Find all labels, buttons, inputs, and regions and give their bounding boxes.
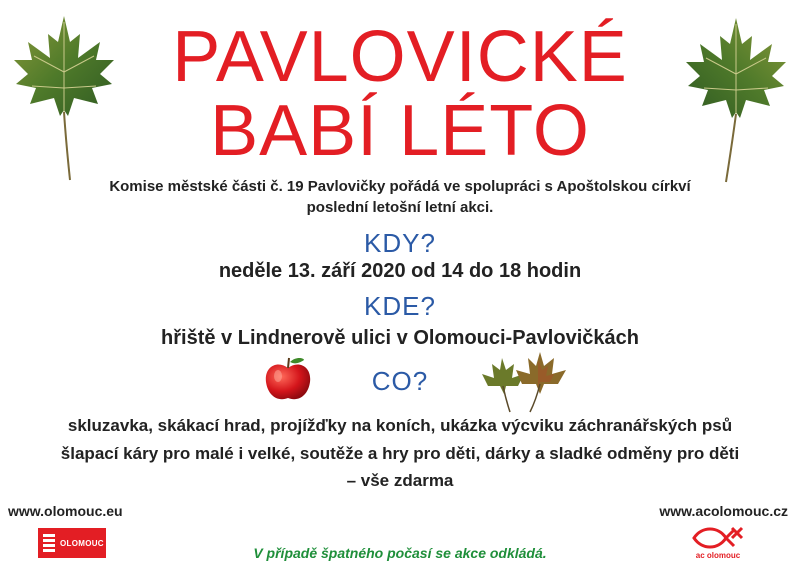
intro-line-1: Komise městské části č. 19 Pavlovičky pořádá ve spolupráci s Apoštolskou církví (109, 178, 691, 195)
title-line-2: BABÍ LÉTO (210, 91, 590, 171)
where-answer: hřiště v Lindnerově ulici v Olomouci-Pavlovičkách (161, 327, 639, 349)
olomouc-website-link[interactable]: www.olomouc.eu (8, 503, 123, 519)
fish-cross-icon (688, 524, 748, 552)
ac-olomouc-logo (688, 524, 748, 562)
weather-note: V případě špatného počasí se akce odkládá. (253, 545, 547, 561)
activities-line-1: skluzavka, skákací hrad, projížďky na koních, ukázka výcviku záchranářských psů (67, 416, 733, 435)
what-heading: CO? (371, 366, 429, 396)
when-answer: neděle 13. září 2020 od 14 do 18 hodin (218, 260, 582, 282)
intro-line-2: poslední letošní letní akci. (306, 199, 494, 216)
when-heading: KDY? (364, 228, 436, 258)
olomouc-logo-text: OLOMOUC (60, 538, 104, 548)
activities-line-3: – vše zdarma (346, 471, 454, 490)
title-line-1: PAVLOVICKÉ (172, 17, 628, 97)
autumn-leaves-icon (478, 348, 570, 414)
ac-olomouc-logo-text: ac olomouc (695, 551, 741, 560)
where-heading: KDE? (364, 291, 436, 321)
activities-line-2: šlapací káry pro malé i velké, soutěže a hry pro děti, dárky a sladké odměny pro děti (60, 444, 740, 463)
acolomouc-website-link[interactable]: www.acolomouc.cz (659, 503, 788, 519)
